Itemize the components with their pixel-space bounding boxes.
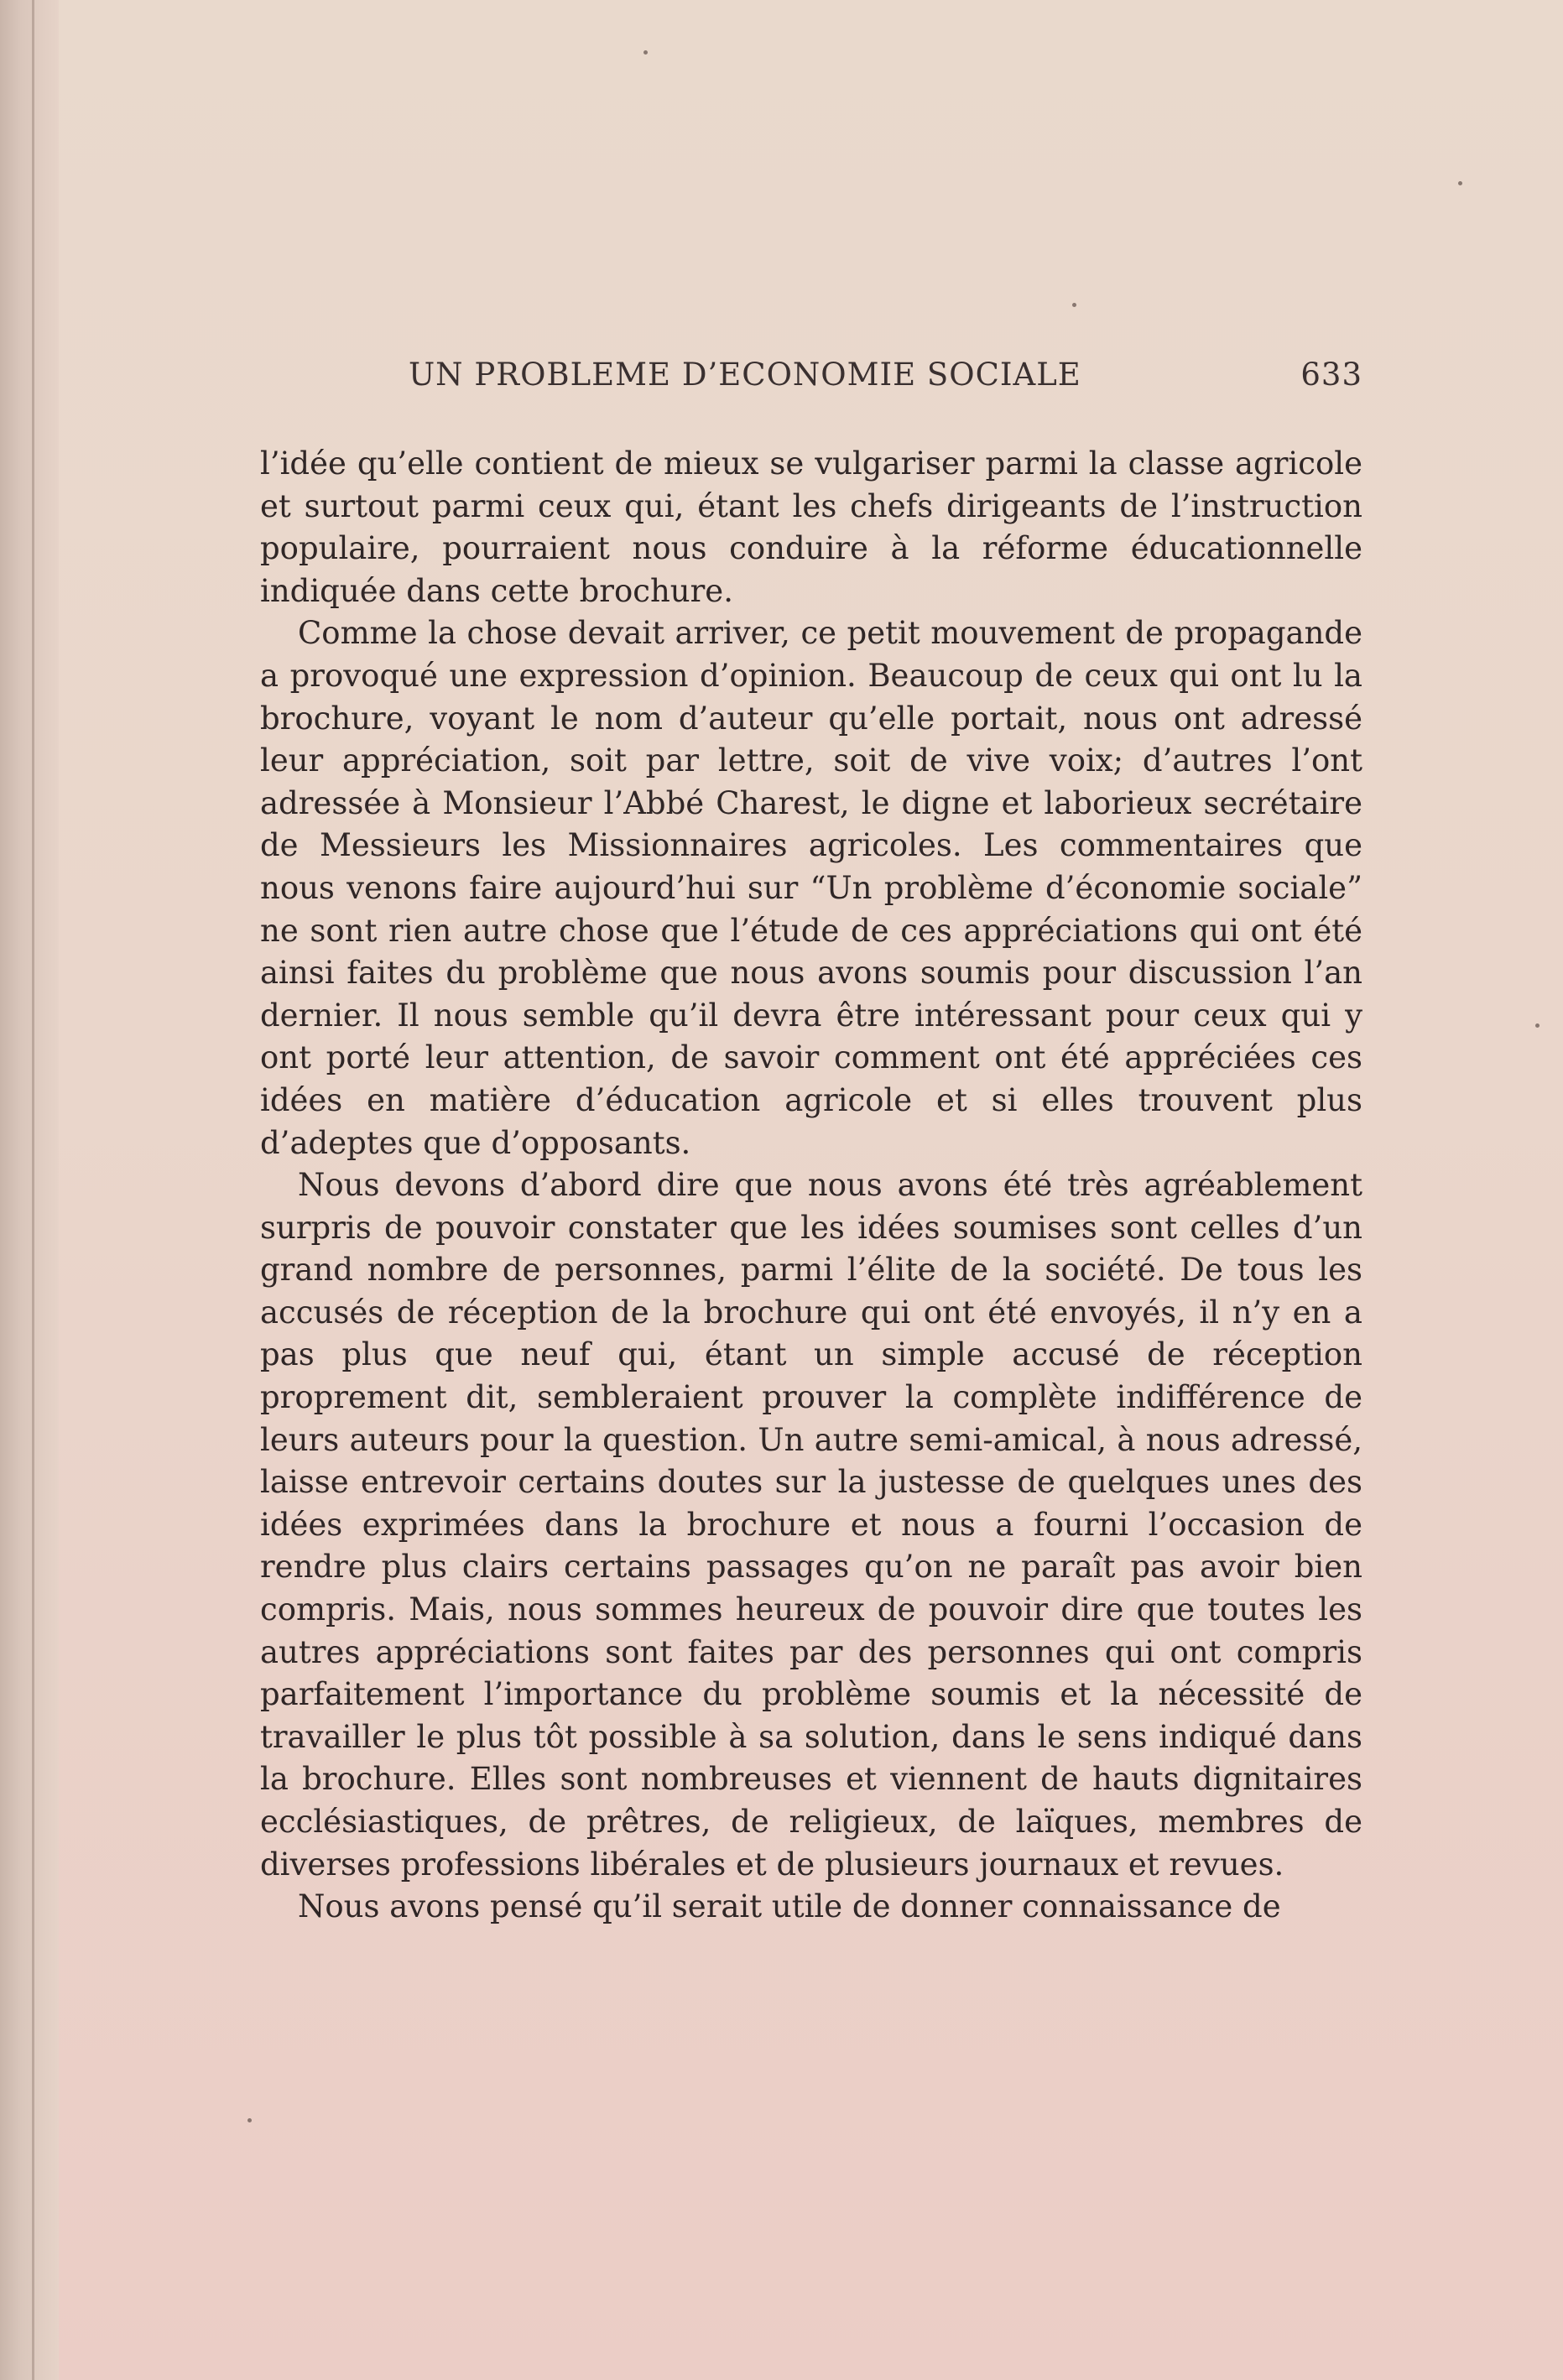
paper-speck <box>1072 303 1076 307</box>
binding-edge-line <box>32 0 34 2380</box>
paragraph-continuation: l’idée qu’elle contient de mieux se vulgariser parmi la classe agricole et surtout parmi ceux qui, étant les chefs dirigeants de l’instruction populaire, pourraient nous conduire à la réforme éducationnelle indiquée dans cette brochure. <box>260 445 1362 609</box>
page-binding-shadow <box>0 0 59 2380</box>
running-title: UN PROBLEME D’ECONOMIE SOCIALE <box>409 357 1081 393</box>
paper-speck <box>1458 181 1462 185</box>
paragraph: Nous devons d’abord dire que nous avons été très agréablement surpris de pouvoir constater que les idées soumises sont celles d’un grand nombre de personnes, parmi l’élite de la société. De tous les accusés de réception de la brochure qui ont été envoyés, il n’y en a pas plus que neuf qui, étant un simple accusé de réception proprement dit, sembleraient prouver la complète indifférence de leurs auteurs pour la question. Un autre semi-amical, à nous adressé, laisse entrevoir certains doutes sur la justesse de quelques unes des idées exprimées dans la brochure et nous a fourni l’occasion de rendre plus clairs certains passages qu’on ne paraît pas avoir bien compris. Mais, nous sommes heureux de pouvoir dire que toutes les autres appréciations sont faites par des personnes qui ont compris parfaitement l’importance du problème soumis et la nécessité de travailler le plus tôt possible à sa solution, dans le sens indiqué dans la brochure. Elles sont nombreuses et viennent de hauts dignitaires ecclésiastiques, de prêtres, de religieux, de laïques, membres de diverses professions libérales et de plusieurs journaux et revues. <box>260 1167 1362 1883</box>
paper-speck <box>1535 1023 1540 1028</box>
paper-speck <box>643 50 648 55</box>
paragraph: Comme la chose devait arriver, ce petit mouvement de propagande a provoqué une expression d’opinion. Beaucoup de ceux qui ont lu la brochure, voyant le nom d’auteur qu’elle portait, nous ont adressé leur appréciation, soit par lettre, soit de vive voix; d’autres l’ont adressée à Monsieur l’Abbé Charest, le digne et laborieux secrétaire de Messieurs les Missionnaires agricoles. Les commentaires que nous venons faire aujourd’hui sur “Un problème d’économie sociale” ne sont rien autre chose que l’étude de ces appréciations qui ont été ainsi faites du problème que nous avons soumis pour discussion l’an dernier. Il nous semble qu’il devra être intéressant pour ceux qui y ont porté leur attention, de savoir comment ont été appréciées ces idées en matière d’éducation agricole et si elles trouvent plus d’adeptes que d’opposants. <box>260 615 1362 1161</box>
page-header <box>409 357 1362 407</box>
body-text <box>260 443 1362 1929</box>
paragraph: Nous avons pensé qu’il serait utile de donner connaissance de <box>298 1888 1281 1925</box>
page-number: 633 <box>1300 357 1362 393</box>
paper-speck <box>247 2118 252 2122</box>
